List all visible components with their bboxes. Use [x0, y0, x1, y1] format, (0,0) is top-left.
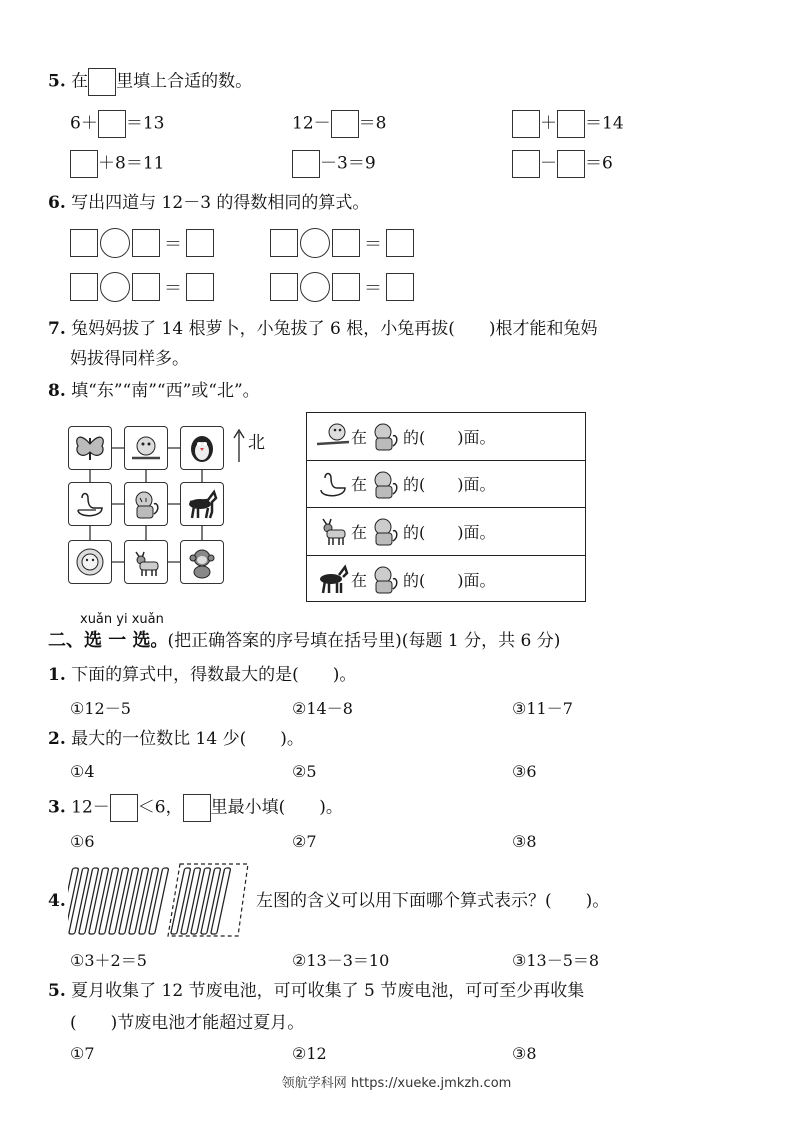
answer-box[interactable] [70, 150, 98, 178]
section-pinyin: xuǎn yi xuǎn [80, 612, 164, 627]
north-label: 北 [248, 433, 265, 453]
direction-row: 在 的( )面。 [307, 461, 585, 509]
choice-5-option-3[interactable]: ③8 [512, 1044, 537, 1063]
answer-box[interactable] [512, 110, 540, 138]
q6-template-1: ＝ [70, 228, 214, 258]
horse-icon [180, 482, 224, 526]
bird-on-branch-icon [315, 418, 351, 454]
choice-1-stem: 1. 下面的算式中，得数最大的是( )。 [48, 665, 357, 685]
tiger-icon [367, 513, 403, 549]
q7-line1: 7. 兔妈妈拔了 14 根萝卜，小兔拔了 6 根，小兔再拔( )根才能和兔妈 [48, 319, 598, 339]
q5-eq-4: ＋8＝11 [70, 150, 164, 178]
choice-2-option-1[interactable]: ①4 [70, 762, 95, 781]
tiger-icon [367, 418, 403, 454]
q8-stem: 8. 填“东”“南”“西”或“北”。 [48, 381, 260, 401]
monkey-icon [180, 540, 224, 584]
choice-1-option-2[interactable]: ②14－8 [292, 699, 353, 718]
sticks-bundle-icon [68, 862, 252, 938]
goat-icon [315, 513, 351, 549]
answer-box[interactable] [331, 110, 359, 138]
animal-map [68, 426, 226, 588]
q5-eq-2: 12－ ＝8 [292, 110, 386, 138]
answer-box[interactable] [557, 150, 585, 178]
q5-eq-3: ＋ ＝14 [512, 110, 624, 138]
q6-stem: 6. 写出四道与 12－3 的得数相同的算式。 [48, 193, 370, 213]
answer-box[interactable] [110, 794, 138, 822]
answer-blank[interactable]: 的( )面。 [403, 522, 496, 542]
q7-line2: 妈拔得同样多。 [70, 349, 189, 369]
tiger-icon [124, 482, 168, 526]
answer-box[interactable] [332, 229, 360, 257]
q5-number: 5. [48, 71, 66, 92]
choice-3-option-3[interactable]: ③8 [512, 832, 537, 851]
choice-4-option-1[interactable]: ①3＋2＝5 [70, 951, 147, 970]
direction-row: 在 的( )面。 [307, 508, 585, 556]
tiger-icon [367, 561, 403, 597]
tiger-icon [367, 466, 403, 502]
answer-blank[interactable]: 的( )面。 [403, 427, 496, 447]
q6-template-3: ＝ [70, 272, 214, 302]
answer-blank[interactable]: 的( )面。 [403, 570, 496, 590]
swan-icon [68, 482, 112, 526]
answer-box[interactable] [386, 229, 414, 257]
direction-row: 在 的( )面。 [307, 413, 585, 461]
choice-1-option-1[interactable]: ①12－5 [70, 699, 131, 718]
answer-box[interactable] [70, 229, 98, 257]
answer-box[interactable] [186, 273, 214, 301]
q5-eq-6: － ＝6 [512, 150, 613, 178]
choice-1-option-3[interactable]: ③11－7 [512, 699, 573, 718]
operator-circle[interactable] [100, 228, 130, 258]
answer-box[interactable] [512, 150, 540, 178]
choice-3-option-2[interactable]: ②7 [292, 832, 317, 851]
footer-watermark: 领航学科网 https://xueke.jmkzh.com [281, 1076, 512, 1091]
answer-box[interactable] [132, 273, 160, 301]
q5-eq-1: 6＋ ＝13 [70, 110, 164, 138]
choice-2-stem: 2. 最大的一位数比 14 少( )。 [48, 729, 304, 749]
north-arrow-icon [232, 428, 246, 464]
q6-template-4: ＝ [270, 272, 414, 302]
choice-4-number: 4. [48, 891, 66, 911]
horse-icon [315, 561, 351, 597]
answer-box[interactable] [270, 273, 298, 301]
penguin-icon [180, 426, 224, 470]
swan-icon [315, 466, 351, 502]
q5-stem: 5. 在 里填上合适的数。 [48, 68, 252, 96]
q5-eq-5: －3＝9 [292, 150, 376, 178]
answer-box[interactable] [183, 794, 211, 822]
answer-box[interactable] [88, 68, 116, 96]
choice-5-line2: ( )节废电池才能超过夏月。 [70, 1013, 305, 1033]
answer-box[interactable] [292, 150, 320, 178]
answer-box[interactable] [270, 229, 298, 257]
q6-template-2: ＝ [270, 228, 414, 258]
choice-3-option-1[interactable]: ①6 [70, 832, 95, 851]
choice-5-option-2[interactable]: ②12 [292, 1044, 327, 1063]
choice-3-stem: 3. 12－ ＜6， 里最小填( )。 [48, 794, 343, 822]
goat-icon [124, 540, 168, 584]
lion-icon [68, 540, 112, 584]
operator-circle[interactable] [300, 228, 330, 258]
direction-table [306, 412, 586, 602]
choice-2-option-3[interactable]: ③6 [512, 762, 537, 781]
answer-box[interactable] [332, 273, 360, 301]
answer-blank[interactable]: 的( )面。 [403, 475, 496, 495]
answer-box[interactable] [386, 273, 414, 301]
operator-circle[interactable] [300, 272, 330, 302]
choice-4-option-2[interactable]: ②13－3＝10 [292, 951, 390, 970]
choice-5-option-1[interactable]: ①7 [70, 1044, 95, 1063]
answer-box[interactable] [70, 273, 98, 301]
answer-box[interactable] [98, 110, 126, 138]
answer-box[interactable] [132, 229, 160, 257]
choice-4-option-3[interactable]: ③13－5＝8 [512, 951, 600, 970]
direction-row: 在 的( )面。 [307, 556, 585, 604]
section-2-title: 二、选 一 选。(把正确答案的序号填在括号里)(每题 1 分，共 6 分) [48, 630, 561, 651]
bird-on-branch-icon [124, 426, 168, 470]
butterfly-icon [68, 426, 112, 470]
choice-2-option-2[interactable]: ②5 [292, 762, 317, 781]
operator-circle[interactable] [100, 272, 130, 302]
choice-5-line1: 5. 夏月收集了 12 节废电池，可可收集了 5 节废电池，可可至少再收集 [48, 981, 585, 1001]
choice-4-stem: 左图的含义可以用下面哪个算式表示？( )。 [256, 891, 610, 911]
answer-box[interactable] [186, 229, 214, 257]
answer-box[interactable] [557, 110, 585, 138]
